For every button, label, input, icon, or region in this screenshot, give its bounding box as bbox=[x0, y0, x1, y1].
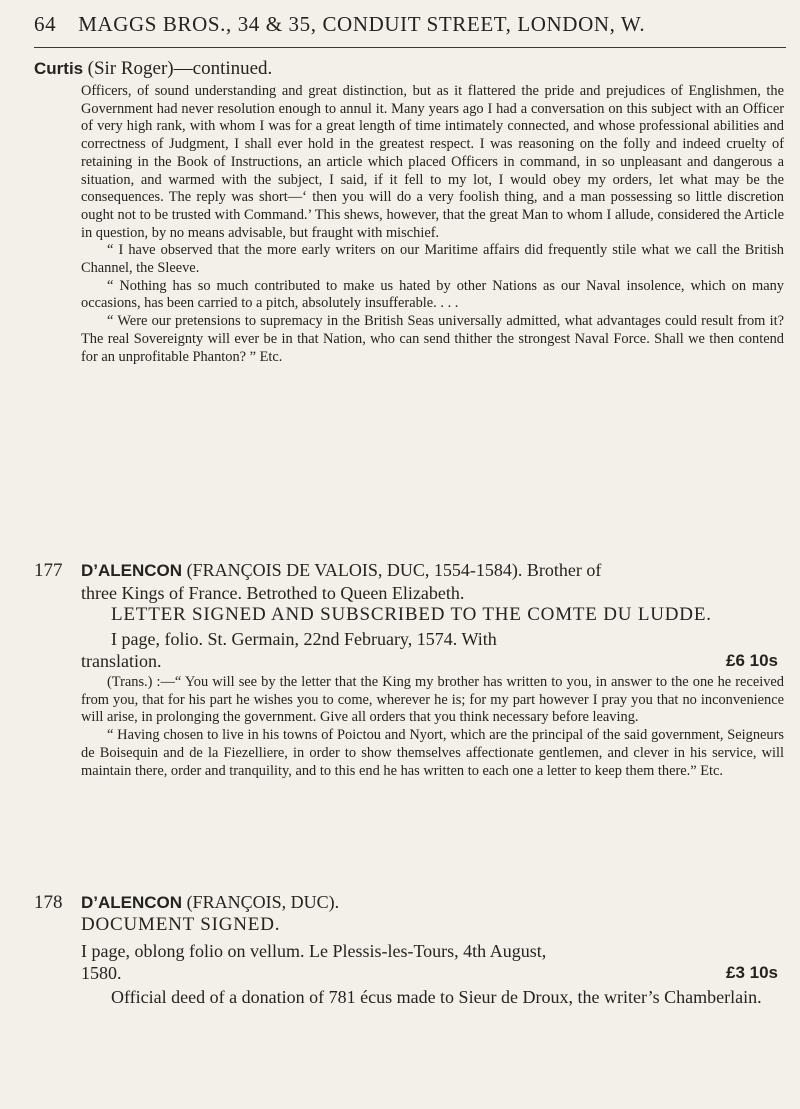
entry-heading-rest: (FRANÇOIS DE VALOIS, DUC, 1554-1584). Brother of bbox=[186, 560, 602, 580]
entry-body bbox=[81, 582, 784, 780]
price-line bbox=[81, 962, 784, 984]
page-number: 64 bbox=[34, 12, 57, 36]
entry-paragraph: “ Were our pretensions to supremacy in the British Seas universally admitted, what advantages could result from it? The real Sovereignty will ever be in that Nation, who can send thither the strongest Naval Force. Shall we then contend for an unprofitable Phanton? ” Etc. bbox=[81, 313, 784, 365]
entry-description: I page, folio. St. Germain, 22nd February, 1574. With bbox=[111, 629, 497, 649]
entry-description-end: 1580. bbox=[81, 963, 122, 983]
price-line bbox=[81, 650, 784, 672]
entry-body bbox=[81, 83, 784, 366]
entry-number: 178 bbox=[34, 892, 63, 913]
entry-name: D’ALENCON bbox=[81, 561, 183, 580]
entry-description-end: translation. bbox=[81, 651, 162, 671]
entry-paragraph: Officers, of sound understanding and great distinction, but as it flattered the pride and prejudices of Englishmen, the Government had never resolution enough to annul it. Many years ago I had a conversation on this subject with an Officer of very high rank, with whom I was for a great length of time intimately connected, and whose professional abilities and correctness of Judgment, I shall ever hold in the greatest respect. I was reasoning on the folly and indeed cruelty of retaining in the Book of Instructions, an article which placed Officers in command, in so unpleasant and dangerous a situation, and warmed with the subject, I said, if it fell to my lot, I would obey my orders, let what may be the consequences. The reply was short—‘ then you will do a very foolish thing, and a man possessing so little discretion ought not to be trusted with Command.’ This shews, however, that the great Man to whom I allude, considered the Article in question, by no means advisable, but fraught with mischief. bbox=[81, 83, 784, 241]
catalogue-entry-curtis bbox=[34, 58, 784, 366]
entry-paragraph: “ I have observed that the more early writers on our Maritime affairs did frequently stile what we call the British Channel, the Sleeve. bbox=[81, 242, 784, 277]
entry-paragraph: “ Nothing has so much contributed to make us hated by other Nations as our Naval insolence, which on many occasions, has been carried to a pitch, absolutely insufferable. . . . bbox=[81, 277, 784, 312]
entry-paragraph: Official deed of a donation of 781 écus made to Sieur de Droux, the writer’s Chamberlain. bbox=[111, 987, 762, 1007]
entry-caption: DOCUMENT SIGNED. bbox=[81, 914, 281, 935]
entry-subtitle: three Kings of France. Betrothed to Queen Elizabeth. bbox=[81, 583, 465, 603]
entry-number: 177 bbox=[34, 560, 63, 581]
catalogue-entry-178 bbox=[34, 892, 784, 1008]
entry-description: I page, oblong folio on vellum. Le Plessis-les-Tours, 4th August, bbox=[81, 941, 547, 961]
entry-name: Curtis bbox=[34, 59, 84, 78]
publisher-line: MAGGS BROS., 34 & 35, CONDUIT STREET, LONDON, W. bbox=[78, 12, 646, 36]
entry-paragraph: “ Having chosen to live in his towns of Poictou and Nyort, which are the principal of the said government, Seigneurs de Boisequin and de la Fiezelliere, in order to show themselves affectionate gentlemen, and clever in his service, will maintain there, order and tranquility, and to this end he has written to each one a letter to keep them there.” Etc. bbox=[81, 727, 784, 779]
entry-name: D’ALENCON bbox=[81, 893, 183, 912]
header-rule bbox=[34, 47, 786, 48]
entry-heading bbox=[34, 560, 784, 582]
entry-body bbox=[81, 914, 784, 1008]
entry-heading-rest: (FRANÇOIS, DUC). bbox=[186, 892, 340, 912]
entry-text bbox=[81, 674, 784, 780]
price: £3 10s bbox=[726, 963, 778, 982]
page-header bbox=[34, 12, 784, 37]
catalogue-entry-177 bbox=[34, 560, 784, 780]
price: £6 10s bbox=[726, 651, 778, 670]
entry-paragraph: (Trans.) :—“ You will see by the letter that the King my brother has written to you, in answer to the one he received from you, that for his part he wishes you to come, wherever he is; for my part however I pray you that no inconvenience will arise, in prolonging the government. Give all orders that you think necessary before leaving. bbox=[81, 674, 784, 726]
entry-text bbox=[81, 986, 784, 1008]
entry-heading bbox=[34, 892, 784, 914]
entry-heading-rest: (Sir Roger)—continued. bbox=[87, 58, 273, 79]
entry-caption: LETTER SIGNED AND SUBSCRIBED TO THE COMTE DU LUDDE. bbox=[111, 604, 712, 625]
entry-heading bbox=[34, 58, 784, 80]
